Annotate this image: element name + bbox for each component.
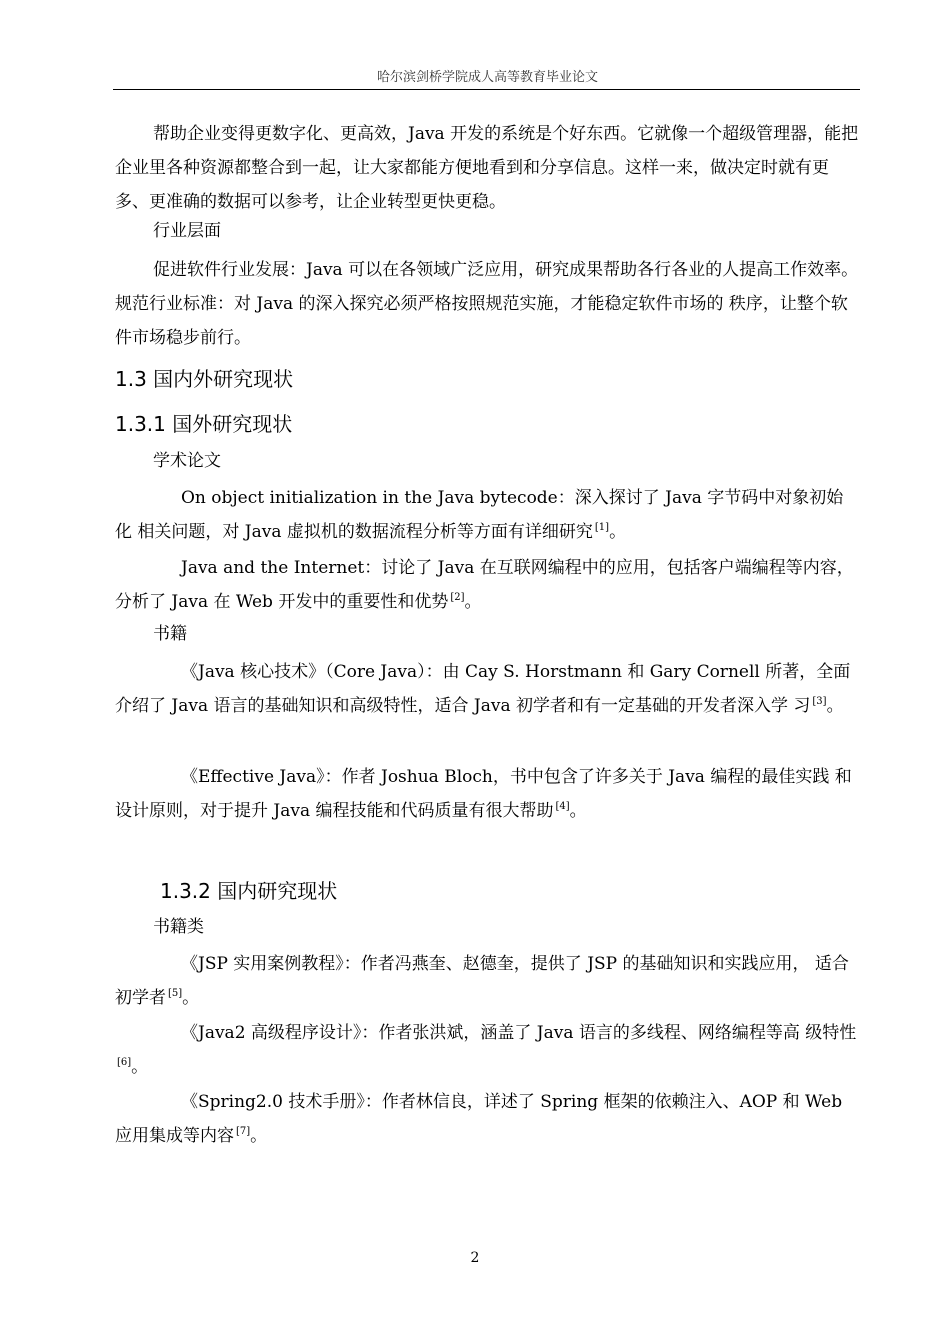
header-rule [113, 89, 860, 90]
section-heading-1-3-2: 1.3.2 国内研究现状 [160, 879, 338, 903]
paragraph-text: 《Java2 高级程序设计》：作者张洪斌，涵盖了 Java 语言的多线程、网络编程等高 级特性 [181, 1023, 857, 1043]
paragraph-text: 促进软件行业发展：Java 可以在各领域广泛应用，研究成果帮助各行各业的人提高工作效率。规范行业标准：对 Java 的深入探究必须严格按照规范实施，才能稳定软件市场的 秩序，让整个软件市场稳步前行。 [115, 260, 859, 348]
paragraph-paper-1 [115, 481, 860, 549]
paragraph-cn-book-1 [115, 947, 860, 1015]
paragraph-paper-2 [115, 551, 860, 619]
paragraph-industry [115, 253, 860, 355]
paragraph-intro [115, 117, 860, 219]
paragraph-book-2 [115, 760, 860, 828]
end-punctuation: 。 [826, 696, 844, 716]
section-heading-1-3-1: 1.3.1 国外研究现状 [115, 412, 293, 436]
citation-ref-5: [5] [168, 988, 183, 1000]
paragraph-text: 帮助企业变得更数字化、更高效，Java 开发的系统是个好东西。它就像一个超级管理器，能把企业里各种资源都整合到一起，让大家都能方便地看到和分享信息。这样一来，做决定时就有更多、更准确的数据可以参考，让企业转型更快更稳。 [115, 124, 859, 212]
paragraph-text: 《Effective Java》：作者 Joshua Bloch，书中包含了许多关于 Java 编程的最佳实践 和设计原则，对于提升 Java 编程技能和代码质量有很大帮助 [115, 767, 852, 821]
label-industry: 行业层面 [153, 221, 221, 241]
citation-ref-2: [2] [450, 592, 465, 604]
paragraph-book-1 [115, 655, 860, 723]
label-books: 书籍 [153, 624, 187, 644]
end-punctuation: 。 [569, 801, 587, 821]
citation-ref-7: [7] [236, 1126, 251, 1138]
end-punctuation: 。 [464, 592, 482, 612]
citation-ref-6: [6] [117, 1057, 132, 1069]
paragraph-cn-book-2 [115, 1016, 860, 1084]
paragraph-cn-book-3 [115, 1085, 860, 1153]
paragraph-text: On object initialization in the Java bytecode：深入探讨了 Java 字节码中对象初始化 相关问题，对 Java 虚拟机的数据流程分析等方面有详细研究 [115, 488, 844, 542]
end-punctuation: 。 [131, 1057, 149, 1077]
citation-ref-3: [3] [812, 696, 827, 708]
citation-ref-1: [1] [594, 522, 610, 534]
paragraph-text: Java and the Internet：讨论了 Java 在互联网编程中的应用，包括客户端编程等内容， 分析了 Java 在 Web 开发中的重要性和优势 [115, 558, 854, 612]
end-punctuation: 。 [250, 1126, 268, 1146]
paragraph-text: 《Java 核心技术》（Core Java）：由 Cay S. Horstmann 和 Gary Cornell 所著，全面 介绍了 Java 语言的基础知识和高级特性，适合 Java 初学者和有一定基础的开发者深入学 习 [115, 662, 851, 716]
page-header: 哈尔滨剑桥学院成人高等教育毕业论文 [376, 70, 598, 85]
section-heading-1-3: 1.3 国内外研究现状 [115, 367, 294, 391]
end-punctuation: 。 [182, 988, 200, 1008]
end-punctuation: 。 [609, 522, 627, 542]
paragraph-text: 《Spring2.0 技术手册》：作者林信良，详述了 Spring 框架的依赖注入、AOP 和 Web 应用集成等内容 [115, 1092, 843, 1146]
paragraph-text: 《JSP 实用案例教程》：作者冯燕奎、赵德奎，提供了 JSP 的基础知识和实践应用， 适合初学者 [115, 954, 849, 1008]
citation-ref-4: [4] [555, 801, 570, 813]
label-book-category: 书籍类 [153, 917, 204, 937]
label-academic-papers: 学术论文 [153, 451, 221, 471]
page-number: 2 [470, 1250, 480, 1266]
